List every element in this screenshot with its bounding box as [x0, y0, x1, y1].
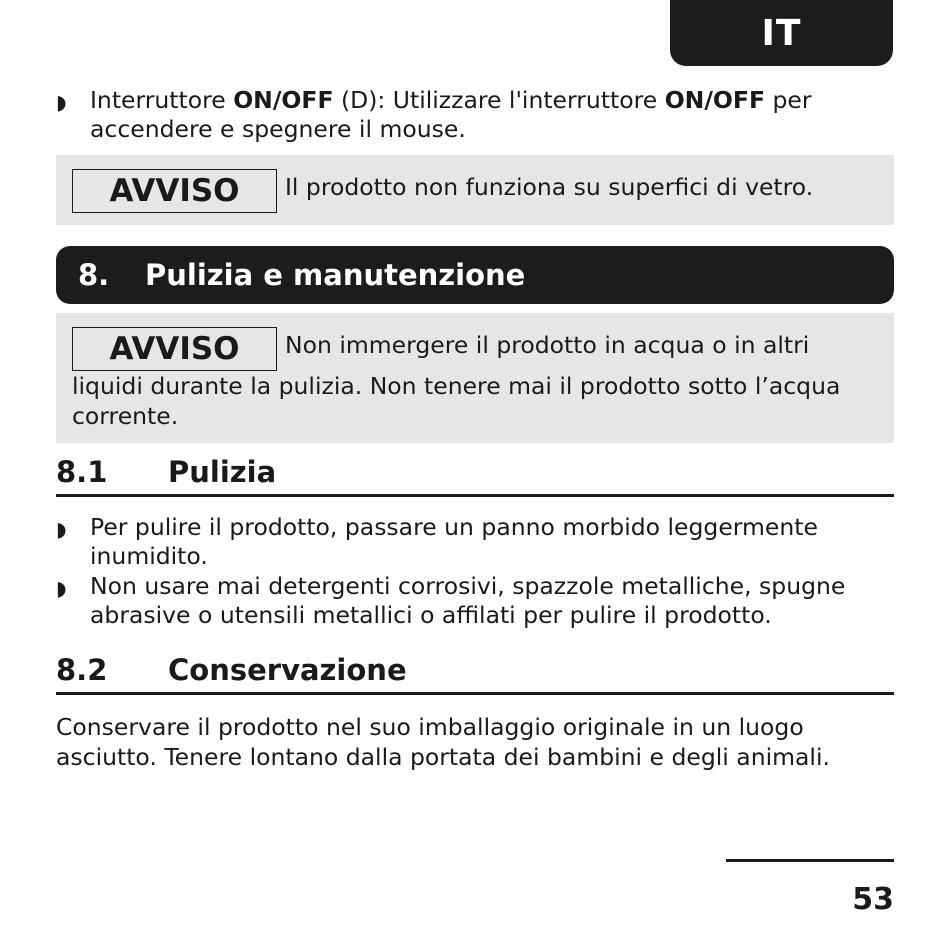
- notice-glass-surface: [56, 155, 894, 225]
- language-tab: [670, 0, 893, 66]
- notice-label: AVVISO: [72, 169, 277, 213]
- section-title: Pulizia e manutenzione: [145, 258, 526, 292]
- language-tab-label: IT: [761, 12, 802, 54]
- cleaning-bullet-1: [56, 513, 886, 571]
- subsection-number: 8.1: [56, 455, 108, 489]
- notice-text: Non immergere il prodotto in acqua o in altri liquidi durante la pulizia. Non tenere mai il prodotto sotto l’acqua corrente.: [72, 331, 841, 430]
- storage-text: Conservare il prodotto nel suo imballaggio originale in un luogo asciutto. Tenere lontano dalla portata dei bambini e degli animali.: [56, 713, 830, 771]
- footer-rule: [726, 859, 894, 862]
- switch-bullet-bold-1: ON/OFF: [233, 86, 334, 114]
- cleaning-bullet-2: [56, 572, 886, 630]
- section-number: 8.: [78, 258, 110, 292]
- switch-bullet-text-2: (D): Utilizzare l'interruttore: [333, 86, 665, 114]
- section-heading-8: [56, 246, 894, 304]
- cleaning-bullet-text: Per pulire il prodotto, passare un panno morbido leggermente inumidito.: [90, 513, 818, 570]
- cleaning-bullet-text: Non usare mai detergenti corrosivi, spazzole metalliche, spugne abrasive o utensili metallici o affilati per pulire il prodotto.: [90, 572, 846, 629]
- bullet-marker-icon: ◗: [56, 576, 67, 600]
- subsection-number: 8.2: [56, 653, 108, 687]
- bullet-marker-icon: ◗: [56, 90, 67, 114]
- subsection-title: Conservazione: [168, 653, 407, 687]
- notice-water: [56, 313, 894, 443]
- switch-bullet-text-1: Interruttore: [90, 86, 234, 114]
- page-number: 53: [852, 882, 894, 917]
- notice-text: Il prodotto non funziona su superfici di vetro.: [285, 173, 814, 201]
- subsection-heading-8-1: [56, 452, 894, 497]
- subsection-heading-8-2: [56, 650, 894, 695]
- storage-paragraph: [56, 712, 894, 772]
- switch-bullet: [56, 86, 886, 144]
- switch-bullet-text-3: per accendere e spegnere il mouse.: [90, 86, 812, 143]
- switch-bullet-bold-2: ON/OFF: [664, 86, 766, 114]
- subsection-title: Pulizia: [168, 455, 277, 489]
- bullet-marker-icon: ◗: [56, 517, 67, 541]
- notice-label: AVVISO: [72, 327, 277, 371]
